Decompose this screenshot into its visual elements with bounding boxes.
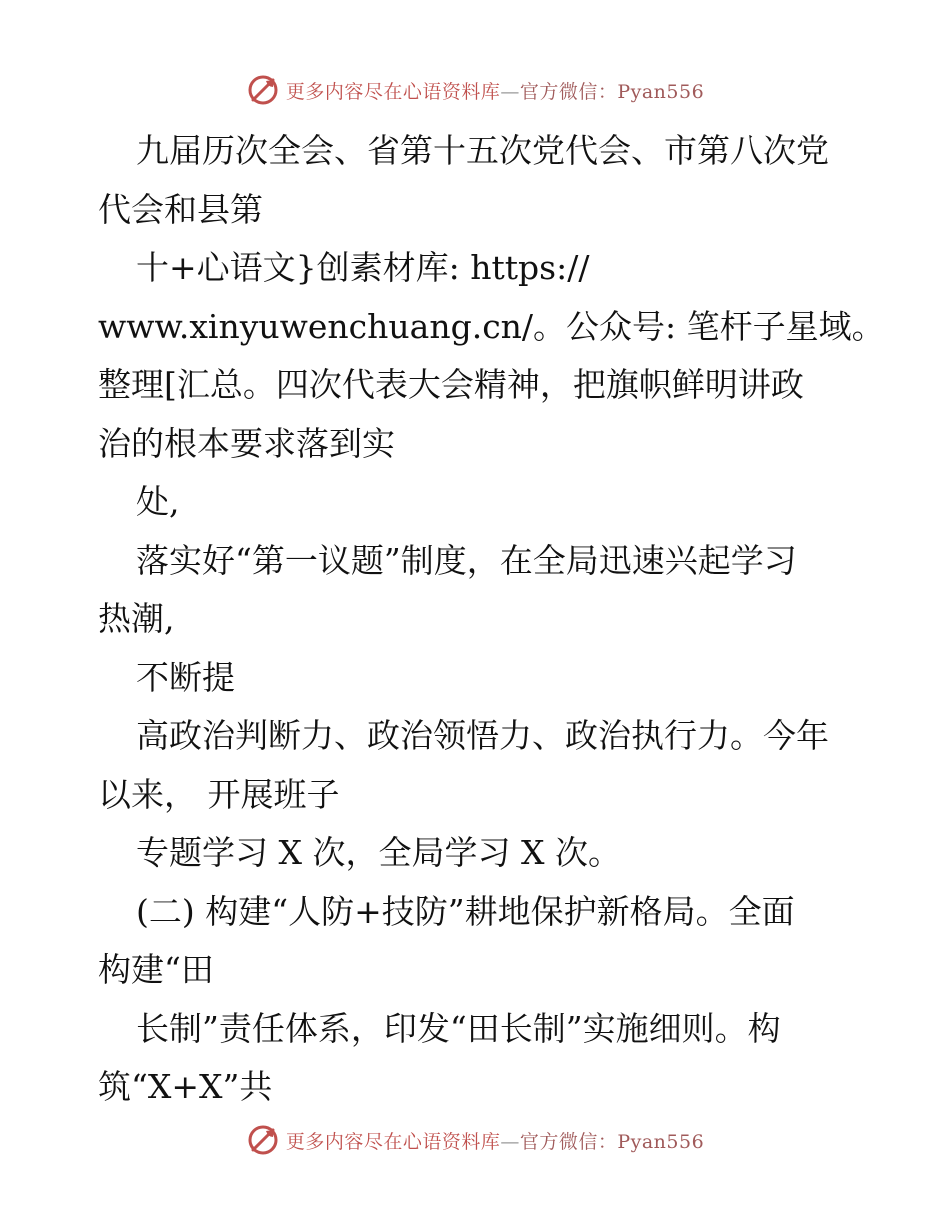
- text-line: www.xinyuwenchuang.cn/。公众号: 笔杆子星域。: [98, 306, 885, 346]
- quill-logo-icon: [246, 73, 280, 107]
- watermark-separator: —: [500, 80, 520, 103]
- text-line: 专题学习 X 次，全局学习 X 次。: [136, 833, 621, 872]
- text-line: 不断提: [136, 657, 235, 697]
- text-line: 筑“X+X”共: [98, 1067, 273, 1106]
- watermark-wechat-text: 官方微信：Pyan556: [519, 80, 705, 103]
- text-line: 处,: [136, 482, 180, 521]
- watermark-text: [286, 77, 704, 104]
- text-line: 长制”责任体系，印发“田长制”实施细则。构: [136, 1008, 781, 1048]
- document-body: [98, 122, 885, 1117]
- text-line: 代会和县第: [98, 189, 263, 229]
- watermark-wechat-text: 官方微信：Pyan556: [519, 1130, 705, 1153]
- header-watermark-banner: [0, 72, 950, 108]
- text-line: 治的根本要求落到实: [98, 423, 395, 463]
- text-line: 九届历次全会、省第十五次党代会、市第八次党: [136, 131, 829, 170]
- text-line: 热潮,: [98, 599, 175, 638]
- text-line: 以来， 开展班子: [98, 774, 340, 814]
- footer-watermark-banner: [0, 1122, 950, 1158]
- quill-logo-icon: [246, 1123, 280, 1157]
- watermark-library-text: 更多内容尽在心语资料库: [285, 1130, 501, 1153]
- watermark-text: [286, 1127, 704, 1154]
- text-line: (二) 构建“人防+技防”耕地保护新格局。全面: [136, 891, 795, 931]
- watermark-library-text: 更多内容尽在心语资料库: [285, 80, 501, 103]
- text-line: 整理[汇总。四次代表大会精神，把旗帜鲜明讲政: [98, 365, 804, 404]
- text-line: 十+心语文}创素材库: https://: [136, 248, 590, 287]
- watermark-separator: —: [500, 1130, 520, 1153]
- text-line: 构建“田: [98, 950, 214, 989]
- text-line: 高政治判断力、政治领悟力、政治执行力。今年: [136, 716, 829, 755]
- text-line: 落实好“第一议题”制度，在全局迅速兴起学习: [136, 540, 797, 580]
